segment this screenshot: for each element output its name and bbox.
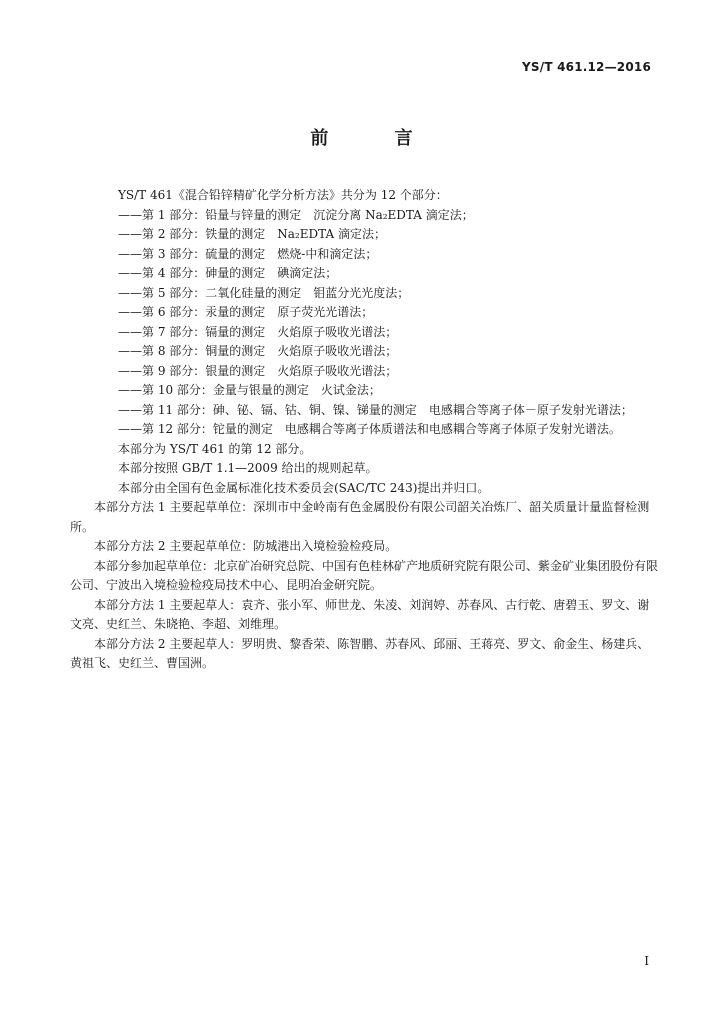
list-item: ——第 12 部分：铊量的测定 电感耦合等离子体质谱法和电感耦合等离子体原子发射光谱法。 bbox=[118, 422, 621, 436]
list-item: ——第 3 部分：硫量的测定 燃烧-中和滴定法； bbox=[118, 246, 378, 261]
paragraph: 本部分方法 1 主要起草人：袁齐、张小军、师世龙、朱凌、刘润婷、苏春风、古行乾、唐碧玉、罗文、谢文亮、史红兰、朱晓艳、李超、刘维理。 bbox=[70, 597, 650, 631]
paragraph: 本部分为 YS/T 461 的第 12 部分。 bbox=[118, 441, 312, 456]
paragraph: 本部分按照 GB/T 1.1—2009 给出的规则起草。 bbox=[118, 461, 378, 475]
list-item: ——第 8 部分：铜量的测定 火焰原子吸收光谱法； bbox=[118, 344, 398, 358]
foreword-body bbox=[70, 186, 660, 674]
paragraph: 本部分方法 2 主要起草单位：防城港出入境检验检疫局。 bbox=[94, 539, 398, 553]
page-title: 前 言 bbox=[310, 128, 443, 149]
list-item: ——第 11 部分：砷、铋、镉、钴、铜、镍、锑量的测定 电感耦合等离子体－原子发射光谱法； bbox=[118, 402, 633, 417]
paragraph: 本部分参加起草单位：北京矿冶研究总院、中国有色桂林矿产地质研究院有限公司、紫金矿业集团股份有限公司、宁波出入境检验检疫局技术中心、昆明冶金研究院。 bbox=[70, 558, 659, 592]
list-item: ——第 5 部分：二氧化硅量的测定 钼蓝分光光度法； bbox=[118, 285, 410, 300]
list-item: ——第 1 部分：铅量与锌量的测定 沉淀分离 Na₂EDTA 滴定法； bbox=[118, 207, 474, 222]
list-item: ——第 9 部分：银量的测定 火焰原子吸收光谱法； bbox=[118, 363, 398, 378]
paragraph: 本部分方法 2 主要起草人：罗明贵、黎香荣、陈智鹏、苏春风、邱丽、王蒋亮、罗文、俞金生、杨建兵、黄祖飞、史红兰、曹国洲。 bbox=[70, 636, 650, 670]
list-item: ——第 6 部分：汞量的测定 原子荧光光谱法； bbox=[118, 305, 374, 319]
paragraph: 本部分方法 1 主要起草单位：深圳市中金岭南有色金属股份有限公司韶关冶炼厂、韶关质量计量监督检测所。 bbox=[70, 500, 650, 534]
paragraph: 本部分由全国有色金属标准化技术委员会(SAC/TC 243)提出并归口。 bbox=[118, 480, 490, 495]
page-number: I bbox=[644, 954, 649, 968]
list-item: ——第 2 部分：铁量的测定 Na₂EDTA 滴定法； bbox=[118, 227, 386, 241]
intro-paragraph: YS/T 461《混合铅锌精矿化学分析方法》共分为 12 个部分： bbox=[118, 188, 448, 202]
list-item: ——第 7 部分：镉量的测定 火焰原子吸收光谱法； bbox=[118, 324, 398, 339]
standard-code: YS/T 461.12—2016 bbox=[522, 60, 651, 74]
list-item: ——第 4 部分：砷量的测定 碘滴定法； bbox=[118, 266, 338, 280]
list-item: ——第 10 部分：金量与银量的测定 火试金法； bbox=[118, 383, 381, 397]
